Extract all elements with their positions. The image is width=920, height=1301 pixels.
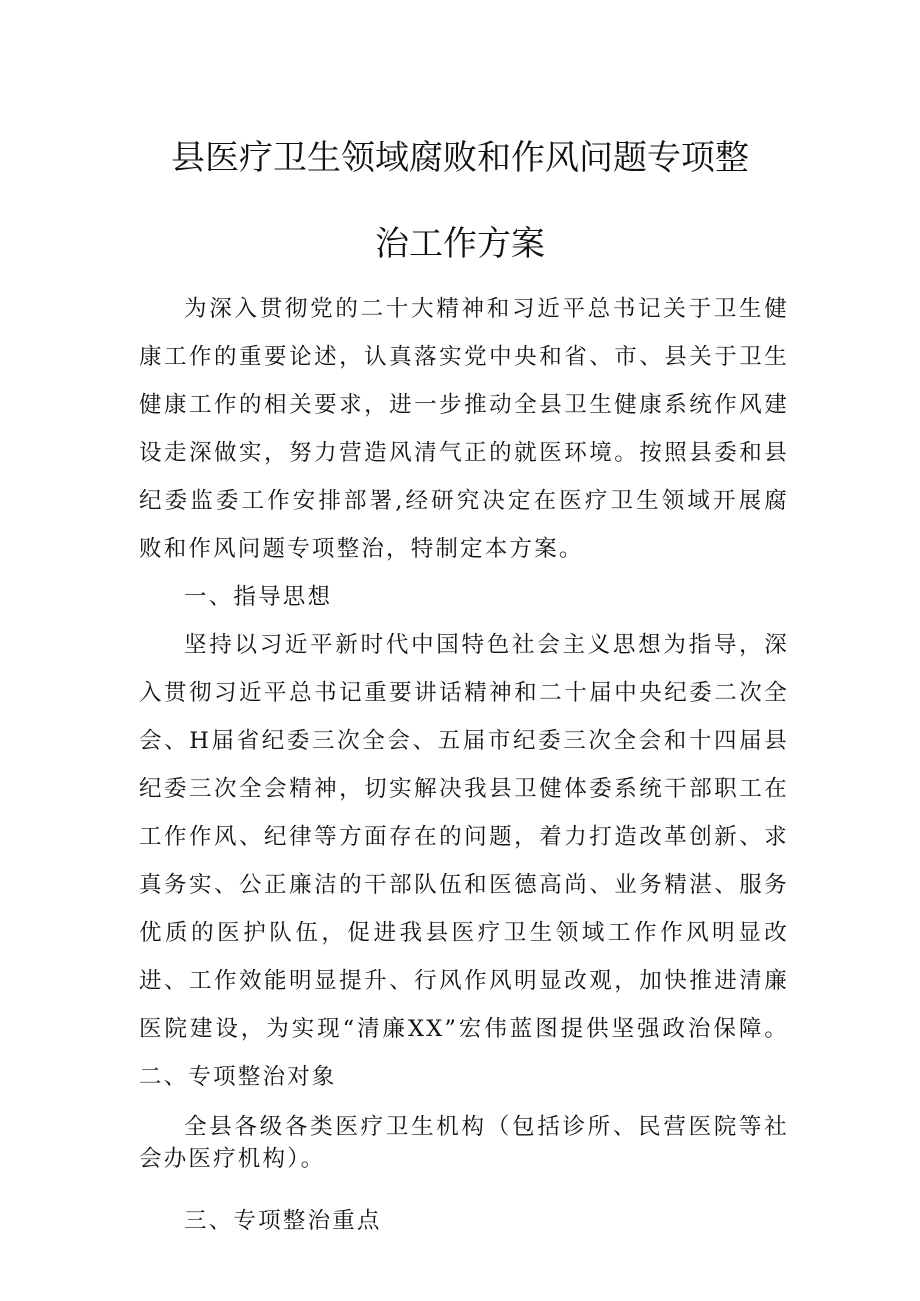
paragraph-intro: 为深入贯彻党的二十大精神和习近平总书记关于卫生健康工作的重要论述，认真落实党中央和省、市、县关于卫生健康工作的相关要求，进一步推动全县卫生健康系统作风建设走深做实，努力营造风清气正的就医环境。按照县委和县纪委监委工作安排部署,经研究决定在医疗卫生领域开展腐败和作风问题专项整治，特制定本方案。 — [139, 296, 789, 562]
section-heading-rectification-focus: 三、专项整治重点 — [184, 1208, 382, 1234]
section-heading-guiding-ideology: 一、指导思想 — [184, 584, 333, 610]
document-title-line-2: 治工作方案 — [375, 224, 545, 264]
document-body — [139, 285, 789, 1245]
document-title-line-1: 县医疗卫生领域腐败和作风问题专项整 — [171, 138, 749, 178]
paragraph-guiding-ideology: 坚持以习近平新时代中国特色社会主义思想为指导，深入贯彻习近平总书记重要讲话精神和二十届中央纪委二次全会、H届省纪委三次全会、五届市纪委三次全会和十四届县纪委三次全会精神，切实解决我县卫健体委系统干部职工在工作作风、纪律等方面存在的问题，着力打造改革创新、求真务实、公正廉洁的干部队伍和医德高尚、业务精湛、服务优质的医护队伍，促进我县医疗卫生领域工作作风明显改进、工作效能明显提升、行风作风明显改观，加快推进清廉医院建设，为实现“清廉XX”宏伟蓝图提供坚强政治保障。二、专项整治对象 — [139, 632, 789, 1090]
paragraph-rectification-targets: 全县各级各类医疗卫生机构（包括诊所、民营医院等社会办医疗机构）。 — [139, 1114, 789, 1172]
